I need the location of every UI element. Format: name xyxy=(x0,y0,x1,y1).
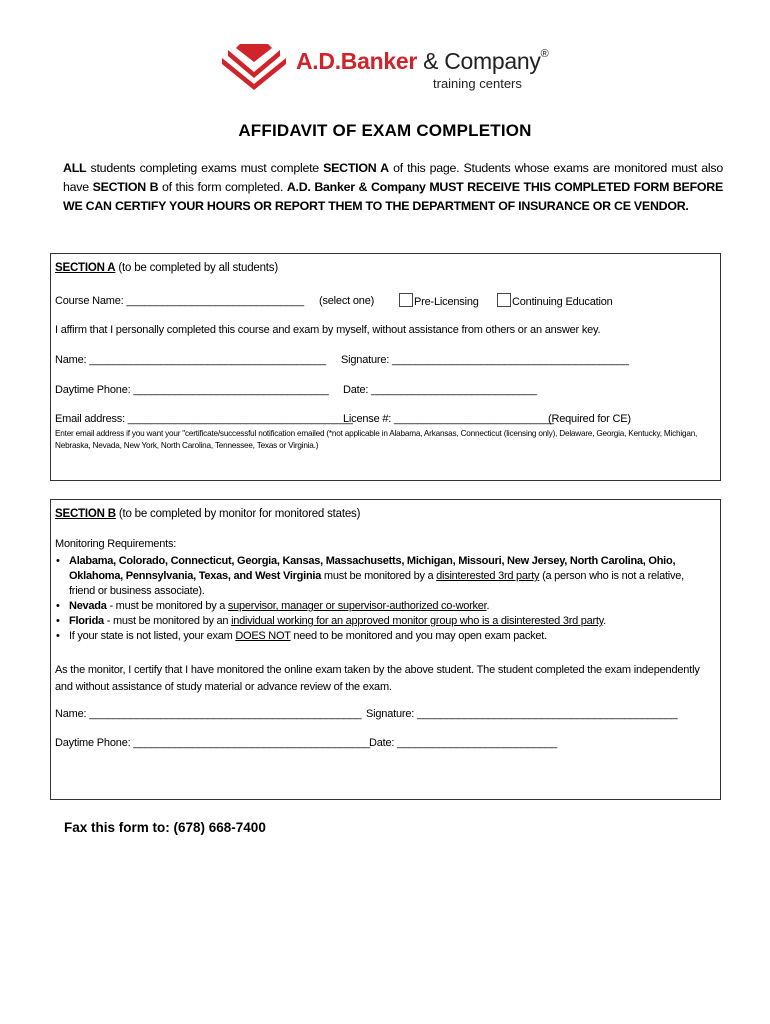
logo-subtitle: training centers xyxy=(433,76,522,91)
intro-text-2: of this page. Students whose exams are monitored must also have xyxy=(63,161,723,194)
student-date-field[interactable]: Date: ____________________________ xyxy=(343,384,537,396)
monitor-signature-field[interactable]: Signature: ____________________________________________ xyxy=(366,708,678,720)
select-one-label: (select one) xyxy=(319,295,375,307)
pre-licensing-checkbox[interactable] xyxy=(399,293,413,307)
requirement-text: - must be monitored by a xyxy=(106,600,228,612)
bullet-icon: • xyxy=(56,615,60,627)
requirement-text: . xyxy=(486,600,490,612)
student-name-field[interactable]: Name: ________________________________________ xyxy=(55,354,326,366)
intro-text-3: of this form completed. xyxy=(158,180,287,194)
intro-section-a: SECTION A xyxy=(323,161,389,175)
section-b-box xyxy=(50,499,721,800)
requirement-emphasis: individual working for an approved monitor group who is a disinterested 3rd party xyxy=(231,615,604,627)
section-b-note: (to be completed by monitor for monitored states) xyxy=(115,508,361,520)
student-signature-field[interactable]: Signature: ________________________________________ xyxy=(341,354,629,366)
student-phone-field[interactable]: Daytime Phone: _________________________________ xyxy=(55,384,329,396)
monitoring-requirements-list xyxy=(55,554,705,644)
registered-mark: ® xyxy=(540,48,549,60)
continuing-education-option[interactable] xyxy=(497,293,613,308)
requirement-text: . xyxy=(603,615,606,627)
company-logo xyxy=(214,42,564,97)
requirement-emphasis: disinterested 3rd party xyxy=(436,570,540,582)
monitor-name-field[interactable]: Name: ______________________________________________ xyxy=(55,708,362,720)
requirement-text: (a person who is not a relative, friend or business associate). xyxy=(69,570,684,597)
requirement-states: Nevada xyxy=(69,600,107,612)
monitor-phone-field[interactable]: Daytime Phone: ________________________________________ xyxy=(55,737,371,749)
monitor-date-field[interactable]: Date: ___________________________ xyxy=(369,737,557,749)
intro-all: ALL xyxy=(63,161,87,175)
logo-wordmark xyxy=(296,48,548,75)
requirement-states: Alabama, Colorado, Connecticut, Georgia, Kansas, Massachusetts, Michigan, Missouri, New Jersey, North Carolina, Ohio, Oklahoma, Pennsylvania, Texas, and West Virginia xyxy=(69,555,676,582)
email-field[interactable]: Email address: ______________________________________ xyxy=(55,413,353,425)
pre-licensing-label: Pre-Licensing xyxy=(414,296,479,308)
logo-amp: & Company xyxy=(423,48,541,74)
intro-bold-notice: A.D. Banker & Company MUST RECEIVE THIS COMPLETED FORM BEFORE WE CAN CERTIFY YOUR HOURS OR REPORT THEM TO THE DEPARTMENT OF INSURANCE OR CE VENDOR. xyxy=(63,180,723,213)
requirement-emphasis: supervisor, manager or supervisor-authorized co-worker xyxy=(227,600,487,612)
section-a-note: (to be completed by all students) xyxy=(115,262,278,274)
course-name-field[interactable]: Course Name: ______________________________ xyxy=(55,295,304,307)
section-a-heading xyxy=(55,262,278,274)
requirement-states: Florida xyxy=(69,615,104,627)
requirement-text: must be monitored by a xyxy=(321,570,437,582)
requirement-text: If your state is not listed, your exam xyxy=(69,630,236,642)
section-a-box xyxy=(50,253,721,481)
intro-section-b: SECTION B xyxy=(92,180,159,194)
section-b-label: SECTION B xyxy=(55,508,116,520)
intro-paragraph xyxy=(63,159,723,216)
logo-name: A.D.Banker xyxy=(296,48,417,74)
monitoring-requirements-label: Monitoring Requirements: xyxy=(55,538,177,550)
required-ce-note: (Required for CE) xyxy=(548,413,631,425)
bullet-icon: • xyxy=(56,555,60,567)
requirement-item xyxy=(55,599,705,614)
requirement-text: - must be monitored by an xyxy=(103,615,232,627)
continuing-education-checkbox[interactable] xyxy=(497,293,511,307)
requirement-text: need to be monitored and you may open exam packet. xyxy=(290,630,547,642)
requirement-item xyxy=(55,629,705,644)
pre-licensing-option[interactable] xyxy=(399,293,479,308)
requirement-item xyxy=(55,554,705,599)
requirement-emphasis: DOES NOT xyxy=(235,630,291,642)
email-note: Enter email address if you want your "certificate/successful notification emailed (*not applicable in Alabama, Arkansas, Connecticut (licensing only), Delaware, Georgia, Kentucky, Michigan, Nebraska, Nevada, New York, North Carolina, Tennessee, Texas or Virginia.) xyxy=(55,429,698,450)
continuing-education-label: Continuing Education xyxy=(512,296,613,308)
fax-instruction: Fax this form to: (678) 668-7400 xyxy=(64,820,266,835)
intro-text-1: students completing exams must complete xyxy=(86,161,324,175)
bullet-icon: • xyxy=(56,630,60,642)
section-a-label: SECTION A xyxy=(55,262,116,274)
section-b-heading xyxy=(55,508,360,520)
chevron-logo-icon xyxy=(218,44,290,94)
affirm-statement: I affirm that I personally completed this course and exam by myself, without assistance from others or an answer key. xyxy=(55,324,601,336)
bullet-icon: • xyxy=(56,600,60,612)
license-field[interactable]: License #: ___________________________ xyxy=(343,413,554,425)
monitor-certification: As the monitor, I certify that I have monitored the online exam taken by the above student. The student completed the exam independently and without assistance of study material or advance review of the exam. xyxy=(55,664,700,693)
page-title: AFFIDAVIT OF EXAM COMPLETION xyxy=(238,121,532,140)
requirement-item xyxy=(55,614,705,629)
